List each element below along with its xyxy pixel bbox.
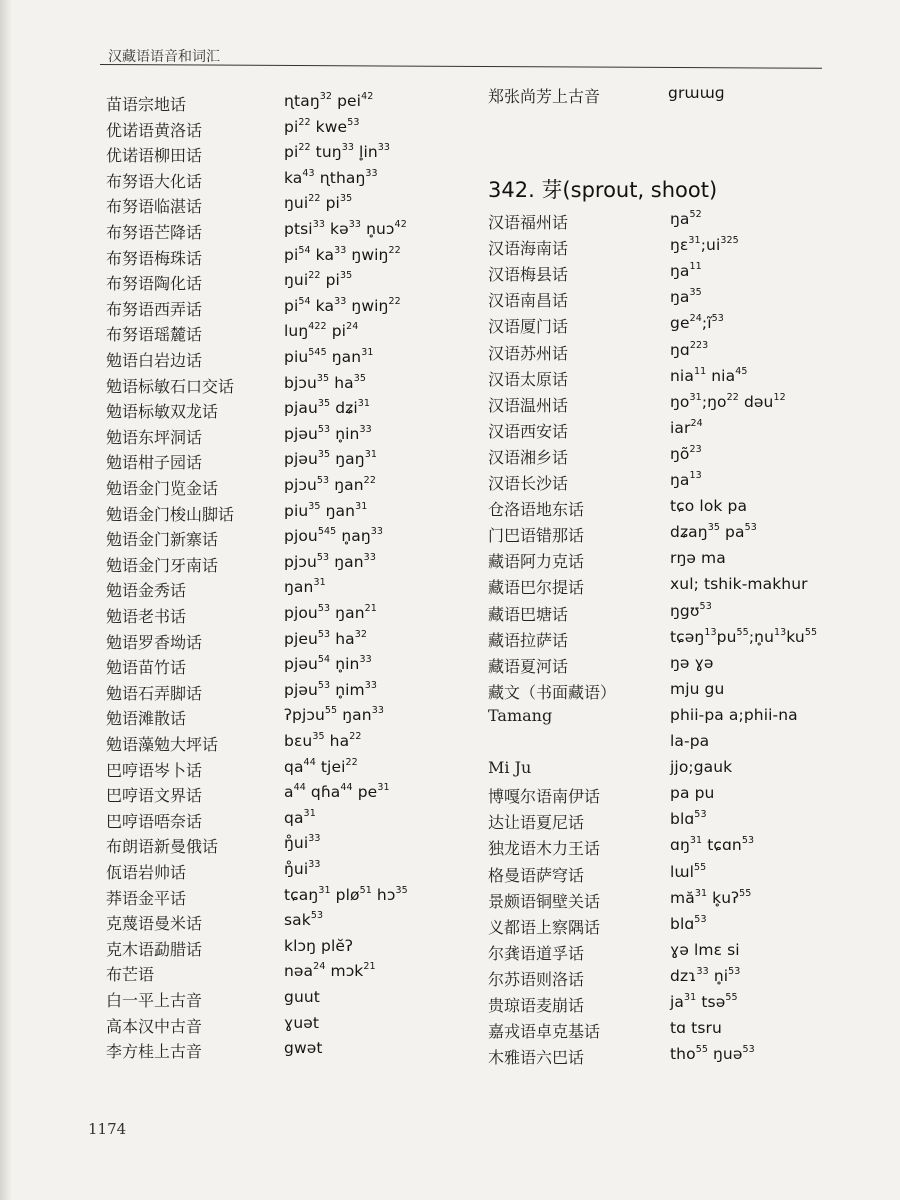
language-name: 汉语太原话 <box>488 369 569 389</box>
phonetic-form: blɑ$^{53}$ <box>670 913 707 933</box>
language-name: 白一平上古音 <box>106 991 203 1010</box>
language-name: 勉语柑子园话 <box>106 453 203 473</box>
language-name: 藏语夏河话 <box>488 656 569 676</box>
language-name: 嘉戎语卓克基话 <box>488 1022 601 1042</box>
language-name: 布努语陶化话 <box>106 274 203 294</box>
phonetic-form: $a^{44}$ qɦa$^{44}$ $pe^{31}$ <box>284 782 390 802</box>
phonetic-form: $ŋ̊ui^{33}$ <box>284 859 321 878</box>
phonetic-form: dzɿ$^{33}$ $n̥i^{53}$ <box>670 965 741 985</box>
phonetic-form: lɯl$^{55}$ <box>670 861 707 881</box>
phonetic-form: dʑaŋ$^{35}$ $pa^{53}$ <box>670 522 757 542</box>
language-name: 藏文（书面藏语） <box>488 682 617 702</box>
scan-edge-shadow <box>0 0 12 1200</box>
language-name: 勉语标敏石口交话 <box>106 376 235 396</box>
page-number: 1174 <box>88 1120 127 1138</box>
section-heading: 342. 芽(sprout, shoot) <box>488 178 718 202</box>
language-name: 郑张尚芳上古音 <box>488 87 601 106</box>
language-name: 达让语夏尼话 <box>488 813 585 833</box>
phonetic-form: grɯɯɡ <box>668 84 725 102</box>
language-name: 李方桂上古音 <box>106 1042 203 1062</box>
phonetic-form: ɑŋ$^{31}$ tɕɑn$^{53}$ <box>670 835 755 855</box>
phonetic-form: klɔŋ plĕʔ <box>284 936 354 955</box>
phonetic-form: pjɔu$^{53}$ ŋan$^{22}$ <box>284 475 376 494</box>
language-name: 巴哼语唔奈话 <box>106 811 203 831</box>
phonetic-form: gwət <box>284 1039 323 1058</box>
language-name: 勉语藻勉大坪话 <box>106 735 219 754</box>
language-name: 勉语白岩边话 <box>106 351 203 370</box>
phonetic-form: pjau$^{35}$ dʑi$^{31}$ <box>284 398 371 418</box>
phonetic-form: $qa^{31}$ <box>284 807 316 827</box>
language-name: Tamang <box>488 705 553 725</box>
language-name: 巴哼语文界话 <box>106 786 203 806</box>
phonetic-form: pa pu <box>670 784 715 803</box>
language-name: 汉语福州话 <box>488 213 569 232</box>
phonetic-form: $mă^{31}$ k̥uʔ$^{55}$ <box>670 887 752 907</box>
language-name: 义都语上察隅话 <box>488 917 601 937</box>
phonetic-form: pjou$^{53}$ ŋan$^{21}$ <box>284 603 377 622</box>
phonetic-form: pjou$^{545}$ $n̥aŋ^{33}$ <box>284 526 384 546</box>
language-name: 汉语厦门话 <box>488 317 569 337</box>
phonetic-form: ɣuət <box>284 1013 320 1032</box>
language-name: 博嘎尔语南伊话 <box>488 787 601 807</box>
language-name: 布努语西弄话 <box>106 299 203 319</box>
language-name: 仓洛语地东话 <box>488 500 585 520</box>
language-name: 独龙语木力王话 <box>488 839 601 859</box>
language-name: 勉语罗香坳话 <box>106 632 203 652</box>
language-name: 巴哼语岑卜话 <box>106 760 203 780</box>
phonetic-form: rŋə ma <box>670 549 726 568</box>
phonetic-form: ŋui$^{22}$ $pi^{35}$ <box>284 193 353 213</box>
language-name: 布努语梅珠话 <box>106 248 203 268</box>
language-name: 高本汉中古音 <box>106 1016 203 1036</box>
language-name: 布努语临湛话 <box>106 197 203 217</box>
phonetic-form: bjɔu$^{35}$ $ha^{35}$ <box>284 372 367 392</box>
phonetic-form: $ŋa^{13}$ <box>670 470 702 489</box>
phonetic-form: bɛu$^{35}$ $ha^{22}$ <box>284 731 362 750</box>
phonetic-form: xul; tshik-makhur <box>670 575 808 594</box>
language-name: Mi Ju <box>488 758 532 778</box>
language-name: 门巴语错那话 <box>488 526 585 546</box>
language-name: 藏语巴尔提话 <box>488 578 585 598</box>
language-name: 布朗语新曼俄话 <box>106 837 219 857</box>
phonetic-form: $ŋa^{52}$ <box>670 209 702 228</box>
language-name: 藏语巴塘话 <box>488 604 569 624</box>
phonetic-form: nəa$^{24}$ mɔk$^{21}$ <box>284 961 376 981</box>
phonetic-form: la-pa <box>670 732 710 750</box>
language-name: 布芒语 <box>106 965 155 985</box>
language-name: 汉语南昌话 <box>488 291 569 311</box>
language-name: 勉语石弄脚话 <box>106 683 203 703</box>
phonetic-form: tɕaŋ$^{31}$ plø$^{51}$ hɔ$^{35}$ <box>284 884 408 904</box>
phonetic-form: ŋan$^{31}$ <box>284 577 326 597</box>
language-name: 勉语金门梭山脚话 <box>106 504 235 524</box>
language-name: 佤语岩帅话 <box>106 863 187 882</box>
phonetic-form: tɑ tsru <box>670 1019 722 1038</box>
phonetic-form: $pi^{54}$ $ka^{33}$ ŋwiŋ$^{22}$ <box>284 295 401 315</box>
language-name: 克木语勐腊话 <box>106 939 203 959</box>
language-name: 优诺语黄洛话 <box>106 120 203 140</box>
phonetic-form: nia$^{11}$ nia$^{45}$ <box>670 365 748 385</box>
language-name: 勉语滩散话 <box>106 709 187 729</box>
language-name: 勉语标敏双龙话 <box>106 402 219 422</box>
phonetic-form: pjəu$^{53}$ $n̥in^{33}$ <box>284 423 372 443</box>
language-name: 汉语西安话 <box>488 421 569 441</box>
phonetic-form: $pi^{54}$ $ka^{33}$ ŋwiŋ$^{22}$ <box>284 244 401 264</box>
phonetic-form: phii-pa a;phii-na <box>670 705 798 724</box>
phonetic-form: $ja^{31}$ tsə$^{55}$ <box>670 992 738 1011</box>
language-name: 汉语湘乡话 <box>488 447 569 467</box>
phonetic-form: $pi^{22}$ tuŋ$^{33}$ $l̥in^{33}$ <box>284 142 391 162</box>
phonetic-form: tɕo lok pa <box>670 497 748 516</box>
phonetic-form: pjəu$^{35}$ ŋaŋ$^{31}$ <box>284 449 377 469</box>
language-name: 尔龚语道孚话 <box>488 943 585 963</box>
phonetic-form: $ge^{24};ĩ^{53}$ <box>670 313 724 333</box>
phonetic-form: ɣə lmɛ si <box>670 940 740 959</box>
language-name: 苗语宗地话 <box>106 95 187 114</box>
phonetic-form: $ŋɛ^{31};ui^{325}$ <box>670 235 739 255</box>
phonetic-form: luŋ$^{422}$ $pi^{24}$ <box>284 321 359 341</box>
language-name: 克蔑语曼米话 <box>106 914 203 934</box>
language-name: 勉语金门牙南话 <box>106 555 219 575</box>
phonetic-form: pjɔu$^{53}$ ŋan$^{33}$ <box>284 551 376 571</box>
phonetic-form: ŋə ɣə <box>670 653 714 672</box>
phonetic-form: guut <box>284 988 320 1006</box>
phonetic-form: $ŋa^{35}$ <box>670 287 702 307</box>
phonetic-form: $ŋõ^{23}$ <box>670 443 702 463</box>
language-name: 布努语瑶麓话 <box>106 325 203 345</box>
language-name: 勉语苗竹话 <box>106 658 187 678</box>
phonetic-form: ʔpjɔu$^{55}$ ŋan$^{33}$ <box>284 705 384 725</box>
language-name: 布努语芒降话 <box>106 223 203 242</box>
phonetic-form: $pi^{22}$ kwe$^{53}$ <box>284 116 360 136</box>
phonetic-form: pjəu$^{53}$ $n̥im^{33}$ <box>284 679 378 699</box>
phonetic-form: blɑ$^{53}$ <box>670 809 707 829</box>
phonetic-form: piu$^{545}$ ŋan$^{31}$ <box>284 347 374 366</box>
language-name: 格曼语萨穹话 <box>488 865 585 885</box>
language-name: 汉语梅县话 <box>488 265 569 285</box>
phonetic-form: $ŋ̊ui^{33}$ <box>284 833 321 853</box>
language-name: 藏语阿力克话 <box>488 552 585 572</box>
language-name: 勉语老书话 <box>106 607 187 626</box>
language-name: 莽语金平话 <box>106 888 187 908</box>
language-name: 布努语大化话 <box>106 171 203 191</box>
language-name: 贵琼语麦崩话 <box>488 996 585 1015</box>
language-name: 勉语金秀话 <box>106 581 187 601</box>
phonetic-form: $qa^{44}$ tjei$^{22}$ <box>284 756 358 776</box>
language-name: 尔苏语则洛话 <box>488 969 585 989</box>
language-name: 勉语金门览金话 <box>106 479 219 498</box>
phonetic-form: iar$^{24}$ <box>670 417 703 437</box>
phonetic-form: pjeu$^{53}$ $ha^{32}$ <box>284 628 368 648</box>
phonetic-form: ŋui$^{22}$ $pi^{35}$ <box>284 270 353 290</box>
language-name: 汉语海南话 <box>488 239 569 259</box>
phonetic-form: ptsi$^{33}$ kə$^{33}$ n̥uɔ$^{42}$ <box>284 219 407 238</box>
language-name: 勉语东坪洞话 <box>106 427 203 447</box>
phonetic-form: pjəu$^{54}$ $n̥in^{33}$ <box>284 654 372 674</box>
phonetic-form: sak$^{53}$ <box>284 910 324 930</box>
phonetic-form: piu$^{35}$ ŋan$^{31}$ <box>284 500 368 520</box>
running-header: 汉藏语语音和词汇 <box>108 49 220 65</box>
language-name: 勉语金门新寨话 <box>106 530 219 550</box>
header-rule <box>100 64 822 69</box>
language-name: 优诺语柳田话 <box>106 146 203 166</box>
phonetic-form: ɳtaŋ$^{32}$ pei$^{42}$ <box>284 91 374 110</box>
phonetic-form: $ŋo^{31};ŋo^{22}$ dəu$^{12}$ <box>670 391 786 411</box>
phonetic-form: $ka^{43}$ ɳthaŋ$^{33}$ <box>284 167 378 187</box>
language-name: 汉语苏州话 <box>488 343 569 363</box>
phonetic-form: mju gu <box>670 679 725 698</box>
language-name: 景颇语铜壁关话 <box>488 891 601 911</box>
language-name: 藏语拉萨话 <box>488 630 569 650</box>
language-name: 汉语长沙话 <box>488 474 569 493</box>
phonetic-form: ŋgʊ$^{53}$ <box>670 600 712 620</box>
phonetic-form: tho$^{55}$ ŋuə$^{53}$ <box>670 1044 755 1064</box>
language-name: 汉语温州话 <box>488 395 569 415</box>
language-name: 木雅语六巴话 <box>488 1048 585 1068</box>
phonetic-form: $ŋa^{11}$ <box>670 261 702 281</box>
phonetic-form: jjo;gauk <box>670 758 733 777</box>
phonetic-form: $tɕəŋ^{13}pu^{55};n̥u^{13}ku^{55}$ <box>670 626 818 646</box>
phonetic-form: ŋɑ$^{223}$ <box>670 339 709 359</box>
